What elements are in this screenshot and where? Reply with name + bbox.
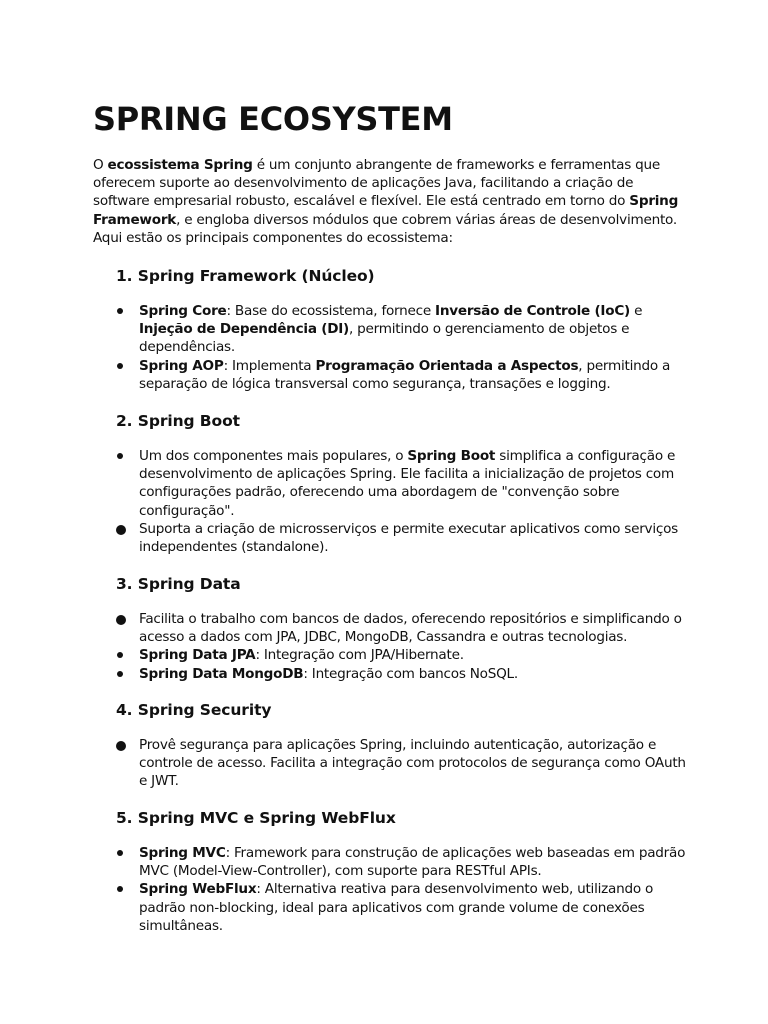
- text-run: , permitindo a separação de lógica transversal como segurança, transações e logging.: [139, 357, 671, 392]
- section-spring-framework: [116, 266, 686, 393]
- bullet-icon: [117, 850, 123, 856]
- section-heading: 3. Spring Data: [116, 575, 241, 593]
- bullet-list: [116, 447, 686, 556]
- text-run: Suporta a criação de microsserviços e permite executar aplicativos como serviços independentes (standalone).: [139, 520, 678, 556]
- bold-text: Spring MVC: [139, 845, 226, 861]
- text-run: : Integração com JPA/Hibernate.: [255, 647, 464, 664]
- bold-text: Spring Data MongoDB: [139, 665, 304, 682]
- list-item: [116, 520, 686, 556]
- bullet-icon: [117, 652, 123, 658]
- bold-text: ecossistema Spring: [107, 157, 253, 173]
- page-title: SPRING ECOSYSTEM: [93, 100, 453, 138]
- list-item: [116, 646, 686, 664]
- bullet-list: [116, 844, 686, 935]
- list-item: [116, 447, 686, 520]
- bullet-icon: [116, 615, 126, 625]
- text-run: simplifica a configuração e desenvolvimento de aplicações Spring. Ele facilita a inicialização de projetos com configurações padrão, oferecendo uma abordagem de "convenção sobre configuração".: [139, 448, 676, 519]
- section-heading: 1. Spring Framework (Núcleo): [116, 267, 375, 285]
- bold-text: Injeção de Dependência (DI): [139, 321, 349, 338]
- bullet-icon: [116, 741, 126, 751]
- list-item: [116, 302, 686, 357]
- section-heading: 2. Spring Boot: [116, 412, 240, 430]
- list-item: [116, 665, 686, 683]
- text-run: : Framework para construção de aplicações web baseadas em padrão MVC (Model-View-Controller), com suporte para RESTful APIs.: [139, 845, 686, 880]
- list-item: [116, 736, 686, 791]
- bold-text: Programação Orientada a Aspectos: [315, 357, 579, 374]
- section-spring-mvc-webflux: [116, 808, 686, 935]
- bold-text: Spring Boot: [407, 448, 496, 464]
- bold-text: Spring Framework: [93, 193, 679, 228]
- bullet-list: [116, 302, 686, 393]
- bold-text: Spring AOP: [139, 357, 224, 374]
- bold-text: Spring Data JPA: [139, 647, 256, 664]
- bullet-icon: [117, 453, 123, 459]
- bullet-icon: [117, 886, 123, 892]
- text-run: : Base do ecossistema, fornece: [226, 303, 436, 319]
- bullet-icon: [117, 671, 123, 677]
- text-run: : Integração com bancos NoSQL.: [303, 665, 518, 682]
- bold-text: Spring WebFlux: [139, 881, 257, 898]
- text-run: é um conjunto abrangente de frameworks e ferramentas que oferecem suporte ao desenvolvimento de aplicações Java, facilitando a criação de software empresarial robusto, escalável e flexível. Ele está centrado em torno do: [93, 157, 661, 210]
- list-item: [116, 880, 686, 935]
- text-run: Um dos componentes mais populares, o: [139, 448, 408, 464]
- bullet-icon: [117, 308, 123, 314]
- section-spring-boot: [116, 411, 686, 556]
- intro-paragraph: [93, 156, 693, 247]
- bold-text: Inversão de Controle (IoC): [435, 303, 631, 319]
- bold-text: Spring Core: [139, 303, 227, 319]
- bullet-icon: [116, 525, 126, 535]
- list-item: [116, 844, 686, 880]
- text-run: , e engloba diversos módulos que cobrem várias áreas de desenvolvimento. Aqui estão os principais componentes do ecossistema:: [93, 211, 677, 246]
- bullet-list: [116, 736, 686, 791]
- text-run: Facilita o trabalho com bancos de dados, oferecendo repositórios e simplificando o acesso a dados com JPA, JDBC, MongoDB, Cassandra e outras tecnologias.: [139, 611, 682, 646]
- text-run: O: [93, 157, 108, 173]
- text-run: Provê segurança para aplicações Spring, incluindo autenticação, autorização e controle de acesso. Facilita a integração com protocolos de segurança como OAuth e JWT.: [139, 737, 686, 790]
- text-run: e: [630, 303, 643, 319]
- text-run: , permitindo o gerenciamento de objetos e dependências.: [139, 321, 630, 356]
- section-spring-security: [116, 700, 686, 791]
- bullet-icon: [117, 363, 123, 369]
- section-heading: 5. Spring MVC e Spring WebFlux: [116, 809, 396, 827]
- list-item: [116, 357, 686, 393]
- section-heading: 4. Spring Security: [116, 701, 272, 719]
- section-spring-data: [116, 574, 686, 683]
- bullet-list: [116, 610, 686, 683]
- list-item: [116, 610, 686, 646]
- text-run: : Alternativa reativa para desenvolvimento web, utilizando o padrão non-blocking, ideal para aplicativos com grande volume de conexões simultâneas.: [139, 881, 654, 934]
- text-run: : Implementa: [223, 357, 316, 374]
